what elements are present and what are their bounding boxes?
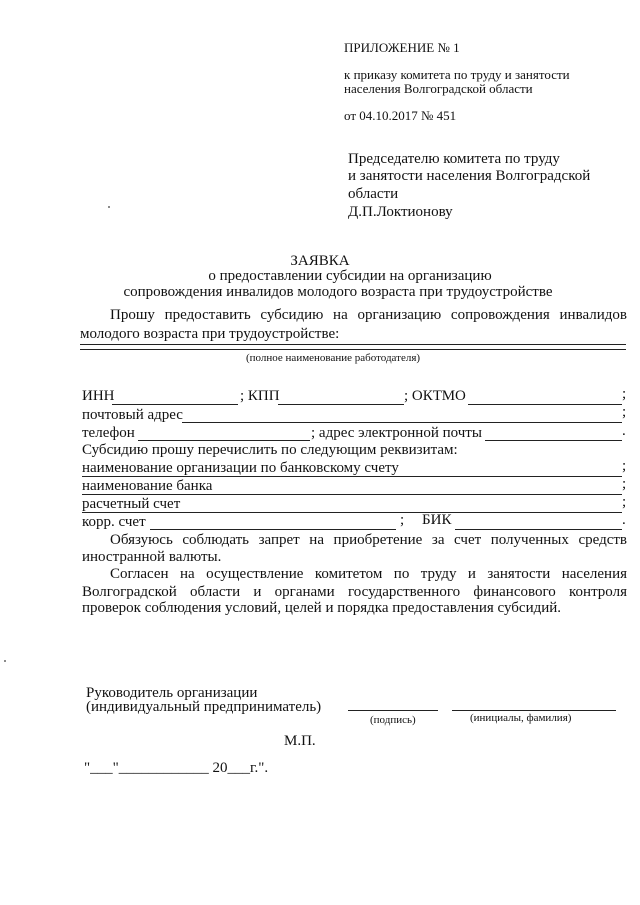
postal-address-field[interactable] xyxy=(182,422,622,423)
postal-address-label: почтовый адрес xyxy=(82,407,183,423)
employer-name-underline-2 xyxy=(80,349,626,350)
corr-account-label: корр. счет xyxy=(82,514,146,530)
corr-account-field[interactable] xyxy=(150,529,396,530)
name-field[interactable] xyxy=(452,710,616,711)
scan-speck xyxy=(108,206,110,208)
document-title: ЗАЯВКА xyxy=(290,253,350,269)
bank-name-label: наименование банка xyxy=(82,478,213,494)
kpp-label: ; КПП xyxy=(240,388,280,404)
inn-label: ИНН xyxy=(82,388,115,404)
head-title-line2: (индивидуальный предприниматель) xyxy=(86,699,322,715)
obligation-line2: иностранной валюты. xyxy=(82,549,222,565)
bank-org-name-label: наименование организации по банковскому счету xyxy=(82,460,399,476)
scan-speck xyxy=(4,660,6,662)
oktmo-label: ; ОКТМО xyxy=(404,388,466,404)
signature-caption: (подпись) xyxy=(370,714,416,726)
date-line: "___"____________ 20___г.". xyxy=(84,760,269,776)
addressee-line2: и занятости населения Волгоградской xyxy=(348,168,591,184)
consent-line2: Волгоградской области и органами государственного финансового контроля xyxy=(82,584,627,600)
bik-separator: ; xyxy=(400,512,405,528)
order-date: от 04.10.2017 № 451 xyxy=(344,108,457,123)
stamp-label: М.П. xyxy=(284,733,316,749)
addressee-line4: Д.П.Локтионову xyxy=(348,204,453,220)
consent-line1: Согласен на осуществление комитетом по труду и занятости населения xyxy=(110,566,627,582)
request-line2: молодого возраста при трудоустройстве: xyxy=(80,326,340,342)
bik-period: . xyxy=(622,512,626,528)
account-semicolon: ; xyxy=(622,494,627,510)
addressee-line1: Председателю комитета по труду xyxy=(348,151,560,167)
account-field[interactable] xyxy=(82,512,622,513)
request-line1: Прошу предоставить субсидию на организацию сопровождения инвалидов xyxy=(110,307,627,323)
oktmo-field[interactable] xyxy=(468,404,622,405)
email-label: ; адрес электронной почты xyxy=(311,425,482,441)
bank-org-name-semicolon: ; xyxy=(622,458,627,474)
postal-address-semicolon: ; xyxy=(622,404,627,420)
phone-field[interactable] xyxy=(138,440,310,441)
obligation-line1: Обязуюсь соблюдать запрет на приобретение за счет полученных средств xyxy=(110,532,627,548)
head-title-line1: Руководитель организации xyxy=(86,685,258,701)
bank-name-field[interactable] xyxy=(82,494,622,495)
email-field[interactable] xyxy=(485,440,622,441)
order-reference-line1: к приказу комитета по труду и занятости xyxy=(344,67,570,82)
employer-name-underline xyxy=(80,344,626,345)
bik-label: БИК xyxy=(422,512,452,528)
consent-line3: проверок соблюдения условий, целей и порядка предоставления субсидий. xyxy=(82,600,562,616)
addressee-line3: области xyxy=(348,186,399,202)
inn-field[interactable] xyxy=(112,404,238,405)
oktmo-semicolon: ; xyxy=(622,386,627,402)
email-period: . xyxy=(622,423,626,439)
bank-name-semicolon: ; xyxy=(622,476,627,492)
document-subtitle-line2: сопровождения инвалидов молодого возраста при трудоустройстве xyxy=(123,284,553,300)
signature-field[interactable] xyxy=(348,710,438,711)
document-subtitle-line1: о предоставлении субсидии на организацию xyxy=(208,268,492,284)
bik-field[interactable] xyxy=(455,529,622,530)
employer-name-caption: (полное наименование работодателя) xyxy=(246,352,421,364)
bank-org-name-field[interactable] xyxy=(82,476,622,477)
transfer-intro: Субсидию прошу перечислить по следующим реквизитам: xyxy=(82,442,458,458)
name-caption: (инициалы, фамилия) xyxy=(470,712,572,724)
appendix-title: ПРИЛОЖЕНИЕ № 1 xyxy=(344,40,460,55)
kpp-field[interactable] xyxy=(278,404,404,405)
phone-label: телефон xyxy=(82,425,135,441)
account-label: расчетный счет xyxy=(82,496,181,512)
order-reference-line2: населения Волгоградской области xyxy=(344,81,533,96)
